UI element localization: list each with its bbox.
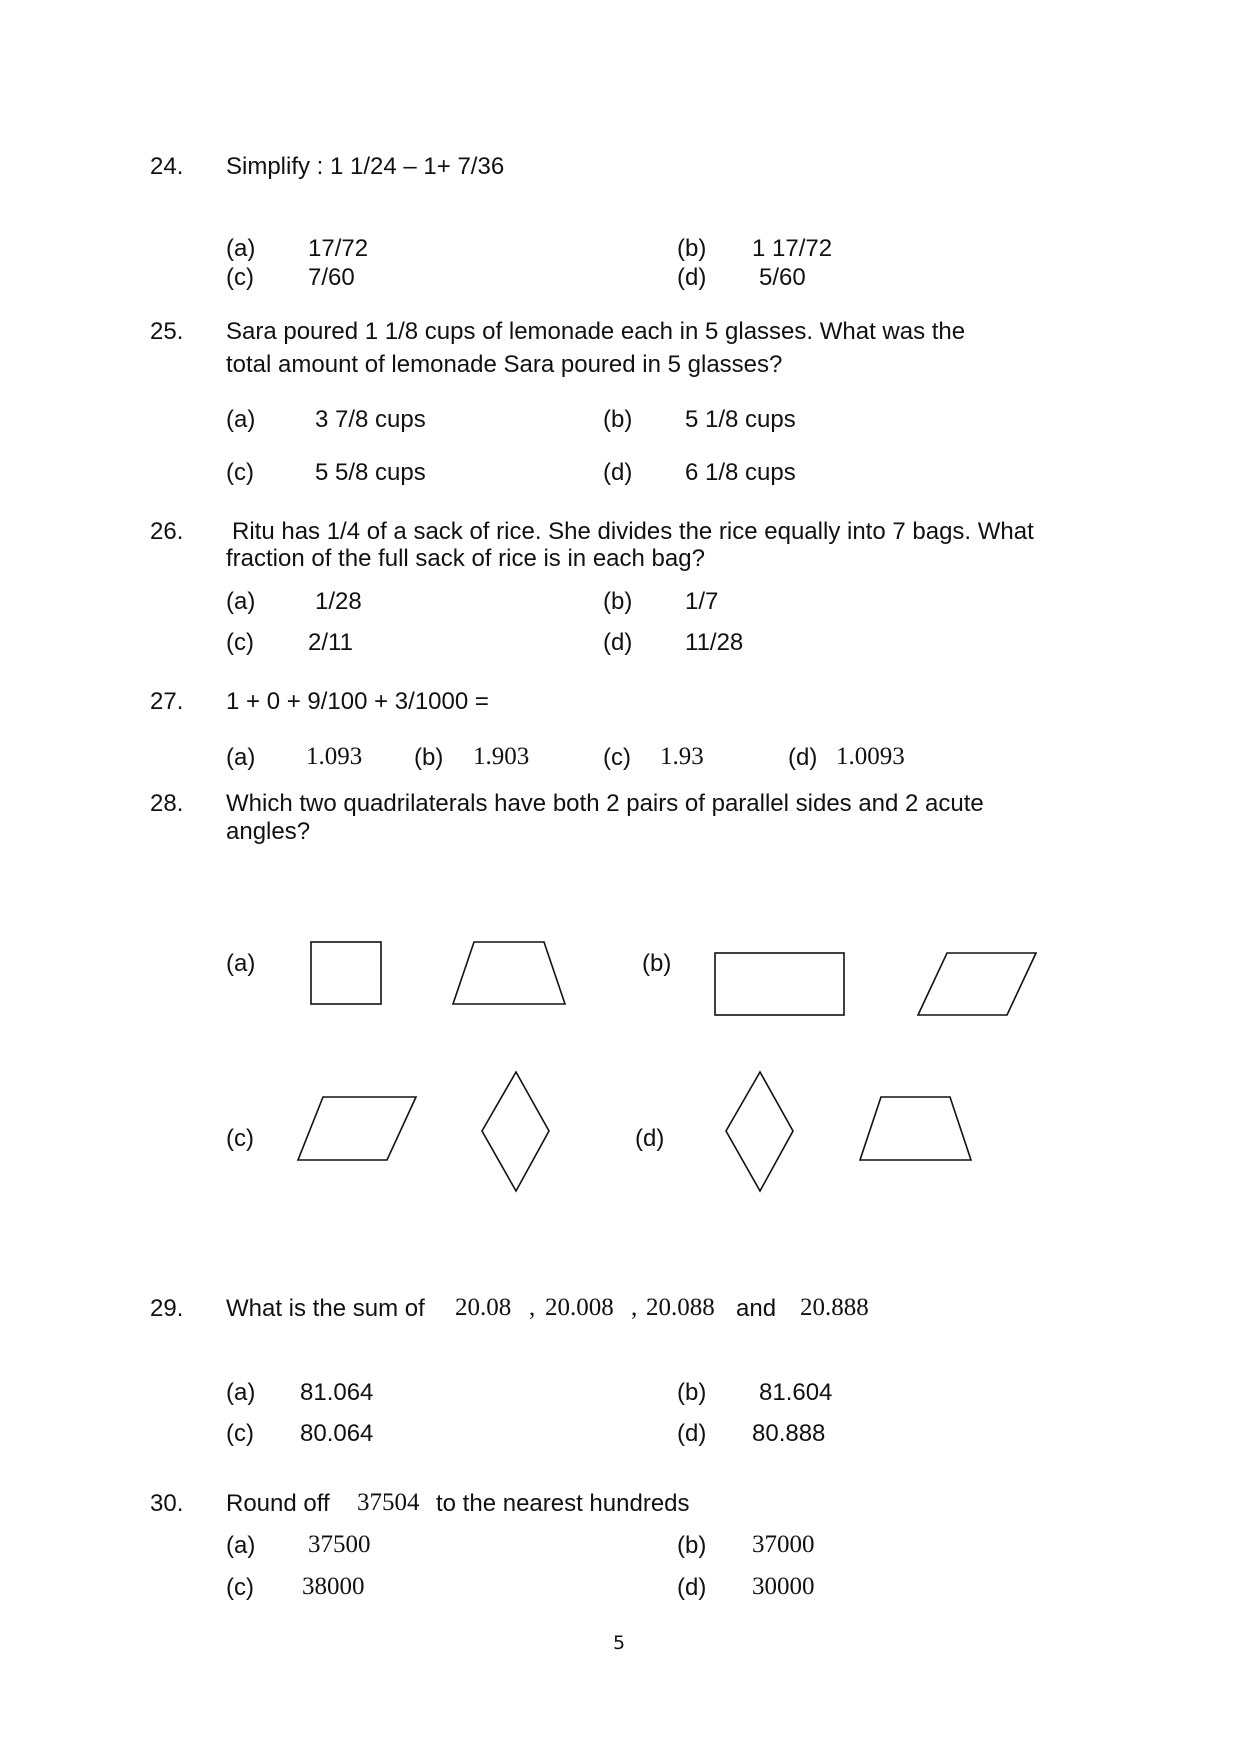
q27-option-label: (c) — [603, 744, 631, 771]
q27-option-value: 1.0093 — [836, 743, 905, 770]
q28-text-line1: Which two quadrilaterals have both 2 pairs of parallel sides and 2 acute — [226, 790, 984, 817]
q28-text-line2: angles? — [226, 818, 311, 845]
q27-number: 27. — [150, 688, 184, 715]
q30-option-value: 37500 — [308, 1531, 371, 1558]
q29-number-value: 20.008 — [545, 1294, 614, 1321]
trapezoid-shape — [860, 1097, 971, 1160]
q29-number: 29. — [150, 1295, 184, 1322]
q29-number-value: 20.088 — [646, 1294, 715, 1321]
q25-option-label: (d) — [603, 459, 633, 486]
square-shape — [311, 942, 381, 1004]
q26-option-label: (a) — [226, 588, 256, 615]
q24-option-label: (b) — [677, 235, 707, 262]
q25-option-value: 3 7/8 cups — [315, 406, 426, 433]
q27-option-label: (a) — [226, 744, 256, 771]
q29-number-value: 20.888 — [800, 1294, 869, 1321]
q24-option-label: (a) — [226, 235, 256, 262]
q24-option-label: (d) — [677, 264, 707, 291]
q24-option-value: 17/72 — [308, 235, 369, 262]
q30-text-suffix: to the nearest hundreds — [436, 1490, 690, 1517]
rhombus-shape — [482, 1072, 549, 1191]
q26-text-line2: fraction of the full sack of rice is in each bag? — [226, 545, 705, 572]
q29-number-value: 20.08 — [455, 1294, 512, 1321]
page-number: 5 — [613, 1632, 626, 1654]
q24-option-value: 7/60 — [308, 264, 355, 291]
parallelogram-shape — [298, 1097, 416, 1160]
rhombus-shape — [726, 1072, 793, 1191]
q29-text: What is the sum of — [226, 1295, 425, 1322]
q24-number: 24. — [150, 153, 184, 180]
q25-option-label: (c) — [226, 459, 254, 486]
rectangle-shape — [715, 953, 844, 1015]
q25-text-line1: Sara poured 1 1/8 cups of lemonade each in 5 glasses. What was the — [226, 318, 966, 345]
q26-option-value: 2/11 — [308, 629, 353, 656]
q30-number-value: 37504 — [357, 1489, 420, 1516]
q25-option-value: 6 1/8 cups — [685, 459, 796, 486]
q26-option-value: 1/28 — [315, 588, 362, 615]
q30-option-label: (c) — [226, 1574, 254, 1601]
q26-option-label: (b) — [603, 588, 633, 615]
q30-option-value: 37000 — [752, 1531, 815, 1558]
q29-option-value: 81.064 — [300, 1379, 374, 1406]
q28-option-label: (b) — [642, 950, 672, 977]
q29-separator: , — [631, 1294, 638, 1321]
parallelogram-shape — [918, 953, 1036, 1015]
q26-text-line1: Ritu has 1/4 of a sack of rice. She divides the rice equally into 7 bags. What — [232, 518, 1034, 545]
q26-number: 26. — [150, 518, 184, 545]
q26-option-value: 11/28 — [685, 629, 744, 656]
trapezoid-shape — [453, 942, 565, 1004]
q27-option-label: (b) — [414, 744, 444, 771]
q29-option-value: 80.888 — [752, 1420, 826, 1447]
q29-option-value: 80.064 — [300, 1420, 374, 1447]
q27-option-value: 1.93 — [660, 743, 704, 770]
q24-option-label: (c) — [226, 264, 254, 291]
q25-option-value: 5 5/8 cups — [315, 459, 426, 486]
q30-option-label: (d) — [677, 1574, 707, 1601]
q25-number: 25. — [150, 318, 184, 345]
q24-option-value: 5/60 — [759, 264, 806, 291]
q27-text: 1 + 0 + 9/100 + 3/1000 = — [226, 688, 489, 715]
q28-option-label: (c) — [226, 1125, 254, 1152]
q24-text: Simplify : 1 1/24 – 1+ 7/36 — [226, 153, 505, 180]
q26-option-label: (c) — [226, 629, 254, 656]
q29-conjunction: and — [736, 1295, 777, 1322]
q27-option-value: 1.903 — [473, 743, 530, 770]
q24-option-value: 1 17/72 — [752, 235, 833, 262]
q25-text-line2: total amount of lemonade Sara poured in 5 glasses? — [226, 351, 783, 378]
q27-option-value: 1.093 — [306, 743, 363, 770]
q30-option-label: (b) — [677, 1532, 707, 1559]
q28-number: 28. — [150, 790, 184, 817]
q29-option-value: 81.604 — [759, 1379, 833, 1406]
q26-option-label: (d) — [603, 629, 633, 656]
q30-option-value: 30000 — [752, 1573, 815, 1600]
q29-option-label: (b) — [677, 1379, 707, 1406]
q25-option-label: (a) — [226, 406, 256, 433]
q29-option-label: (d) — [677, 1420, 707, 1447]
q28-option-label: (d) — [635, 1125, 665, 1152]
q30-text-prefix: Round off — [226, 1490, 330, 1517]
q25-option-label: (b) — [603, 406, 633, 433]
q29-option-label: (a) — [226, 1379, 256, 1406]
q30-number: 30. — [150, 1490, 184, 1517]
q26-option-value: 1/7 — [685, 588, 719, 615]
q28-option-label: (a) — [226, 950, 256, 977]
q29-option-label: (c) — [226, 1420, 254, 1447]
q30-option-label: (a) — [226, 1532, 256, 1559]
q25-option-value: 5 1/8 cups — [685, 406, 796, 433]
q30-option-value: 38000 — [302, 1573, 365, 1600]
q27-option-label: (d) — [788, 744, 818, 771]
q29-separator: , — [529, 1294, 536, 1321]
